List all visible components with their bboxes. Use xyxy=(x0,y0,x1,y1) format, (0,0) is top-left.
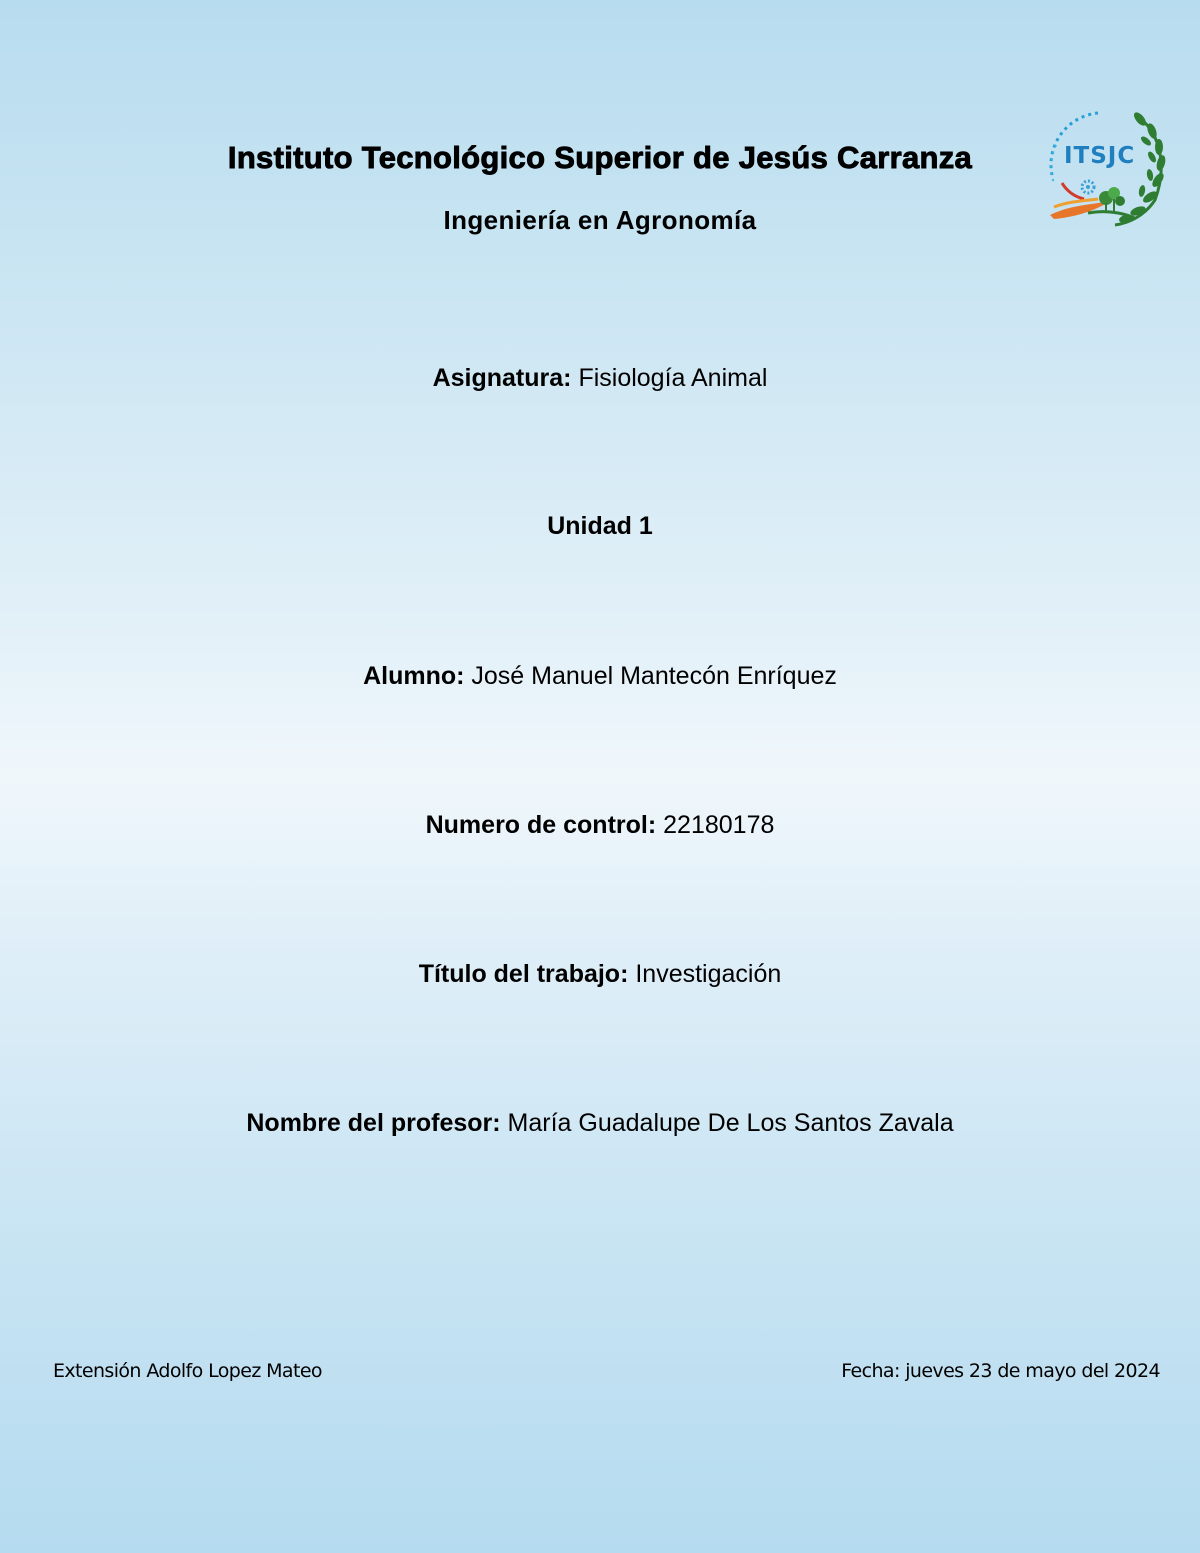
unit-label: Unidad 1 xyxy=(547,512,653,540)
teacher-label: Nombre del profesor: xyxy=(246,1109,501,1137)
student-value: José Manuel Mantecón Enríquez xyxy=(471,662,837,690)
work-title-label: Título del trabajo: xyxy=(418,960,629,988)
work-title-value: Investigación xyxy=(635,960,782,988)
control-number-value: 22180178 xyxy=(663,811,775,839)
itsjc-logo xyxy=(1040,105,1170,230)
institution-title: Instituto Tecnológico Superior de Jesús Carranza xyxy=(227,140,973,175)
work-title-line xyxy=(0,960,1200,989)
unit-line xyxy=(0,512,1200,541)
date-text: Fecha: jueves 23 de mayo del 2024 xyxy=(841,1360,1160,1382)
student-label: Alumno: xyxy=(363,662,465,690)
extension-text: Extensión Adolfo Lopez Mateo xyxy=(53,1360,322,1382)
logo-text: ITSJC xyxy=(1064,143,1136,169)
subject-label: Asignatura: xyxy=(432,364,572,392)
career-name: Ingeniería en Agronomía xyxy=(443,205,757,235)
control-number-label: Numero de control: xyxy=(425,811,657,839)
student-line xyxy=(0,662,1200,691)
subject-line xyxy=(0,364,1200,393)
control-number-line xyxy=(0,811,1200,840)
subject-value: Fisiología Animal xyxy=(578,364,768,392)
teacher-value: María Guadalupe De Los Santos Zavala xyxy=(507,1109,954,1137)
teacher-line xyxy=(0,1109,1200,1138)
itsjc-logo-icon xyxy=(1040,105,1170,230)
